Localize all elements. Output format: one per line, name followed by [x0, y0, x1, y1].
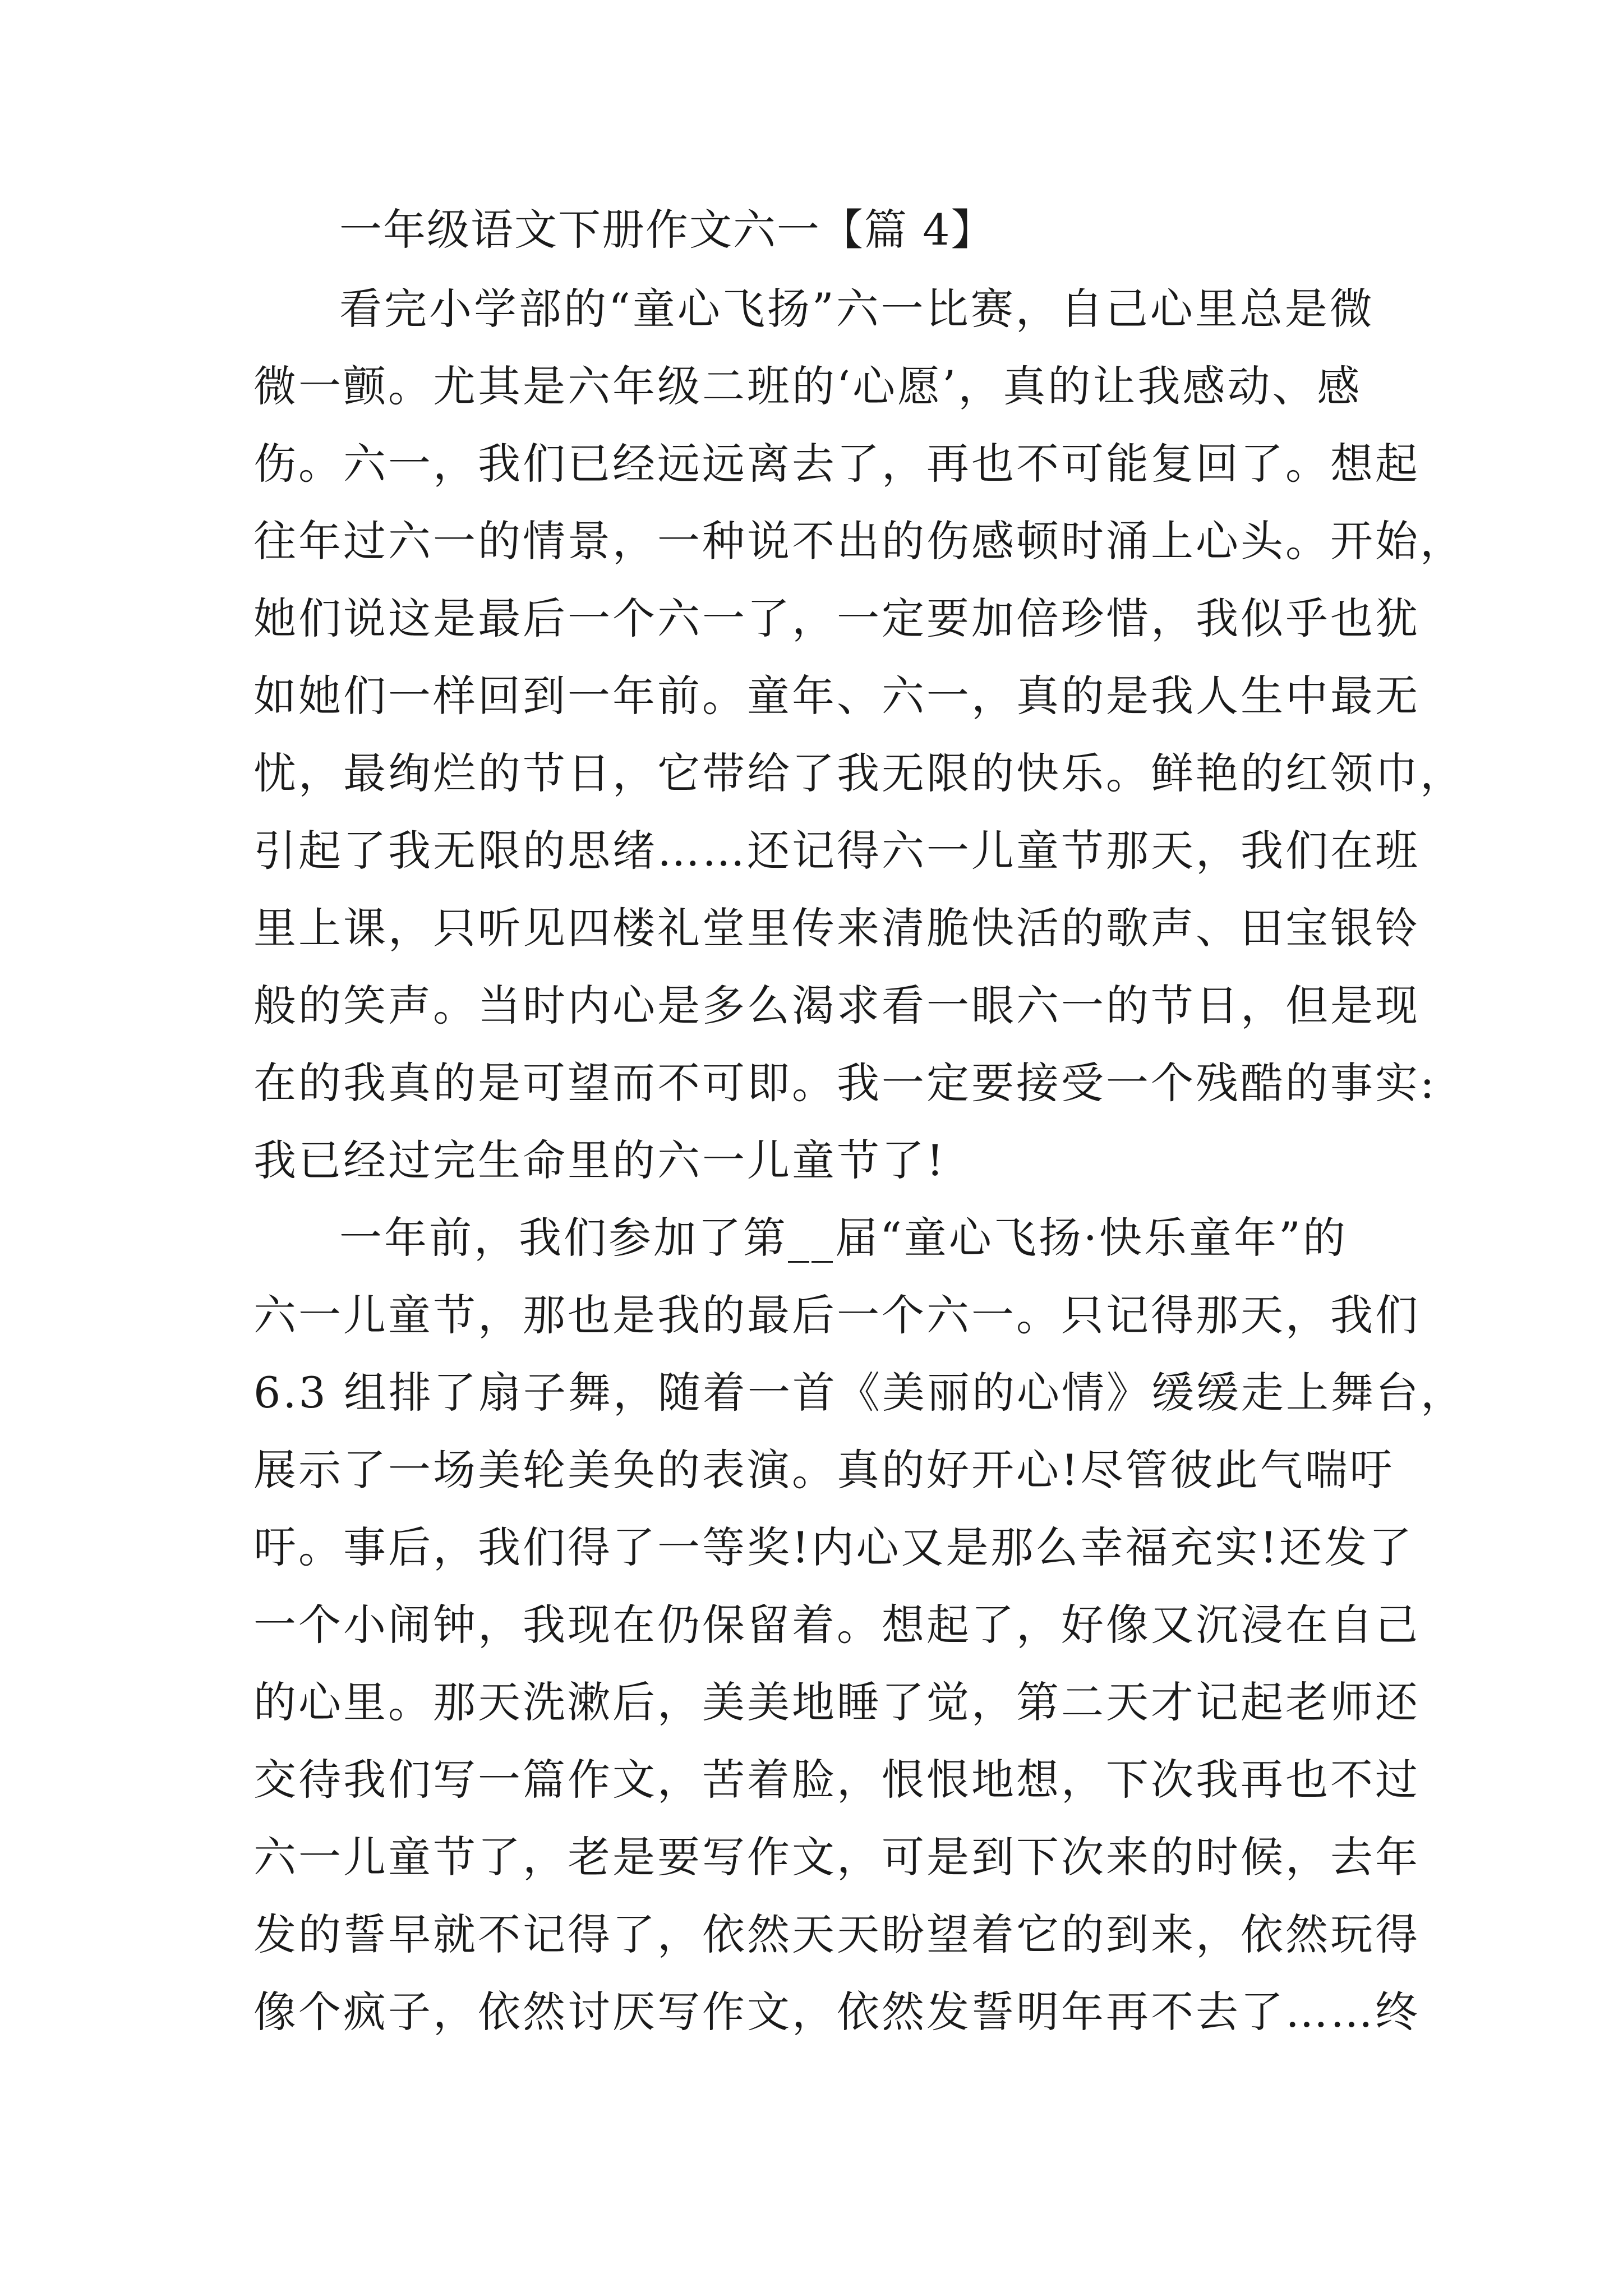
text-line: 在的我真的是可望而不可即。我一定要接受一个残酷的事实:	[253, 1058, 1437, 1108]
text-line: 交待我们写一篇作文，苦着脸，恨恨地想，下次我再也不过	[253, 1755, 1420, 1805]
text-line: 引起了我无限的思绪……还记得六一儿童节那天，我们在班	[253, 826, 1420, 876]
text-line: 吁。事后，我们得了一等奖!内心又是那么幸福充实!还发了	[253, 1522, 1414, 1572]
text-line: 一个小闹钟，我现在仍保留着。想起了，好像又沉浸在自己	[253, 1600, 1420, 1650]
text-line: 像个疯子，依然讨厌写作文，依然发誓明年再不去了……终	[253, 1987, 1420, 2037]
text-line: 一年前，我们参加了第__届“童心飞扬·快乐童年”的	[339, 1213, 1348, 1263]
text-line: 如她们一样回到一年前。童年、六一，真的是我人生中最无	[253, 671, 1420, 721]
text-line: 6.3 组排了扇子舞，随着一首《美丽的心情》缓缓走上舞台，	[253, 1368, 1466, 1418]
text-line: 六一儿童节，那也是我的最后一个六一。只记得那天，我们	[253, 1290, 1420, 1340]
document-title: 一年级语文下册作文六一【篇 4】	[339, 205, 995, 255]
text-line: 的心里。那天洗漱后，美美地睡了觉，第二天才记起老师还	[253, 1677, 1420, 1727]
text-line: 她们说这是最后一个六一了，一定要加倍珍惜，我似乎也犹	[253, 593, 1420, 643]
text-line: 发的誓早就不记得了，依然天天盼望着它的到来，依然玩得	[253, 1910, 1420, 1959]
text-line: 看完小学部的“童心飞扬”六一比赛，自己心里总是微	[339, 284, 1375, 334]
text-line: 忧，最绚烂的节日，它带给了我无限的快乐。鲜艳的红领巾，	[253, 748, 1465, 798]
text-line: 般的笑声。当时内心是多么渴求看一眼六一的节日，但是现	[253, 981, 1420, 1030]
text-line: 里上课，只听见四楼礼堂里传来清脆快活的歌声、田宝银铃	[253, 903, 1420, 953]
text-line: 我已经过完生命里的六一儿童节了!	[253, 1135, 946, 1185]
text-line: 往年过六一的情景，一种说不出的伤感顿时涌上心头。开始，	[253, 516, 1465, 566]
text-line: 微一颤。尤其是六年级二班的‘心愿’，真的让我感动、感	[253, 361, 1362, 411]
text-line: 展示了一场美轮美奂的表演。真的好开心!尽管彼此气喘吁	[253, 1445, 1395, 1495]
text-line: 伤。六一，我们已经远远离去了，再也不可能复回了。想起	[253, 439, 1420, 489]
text-line: 六一儿童节了，老是要写作文，可是到下次来的时候，去年	[253, 1832, 1420, 1882]
